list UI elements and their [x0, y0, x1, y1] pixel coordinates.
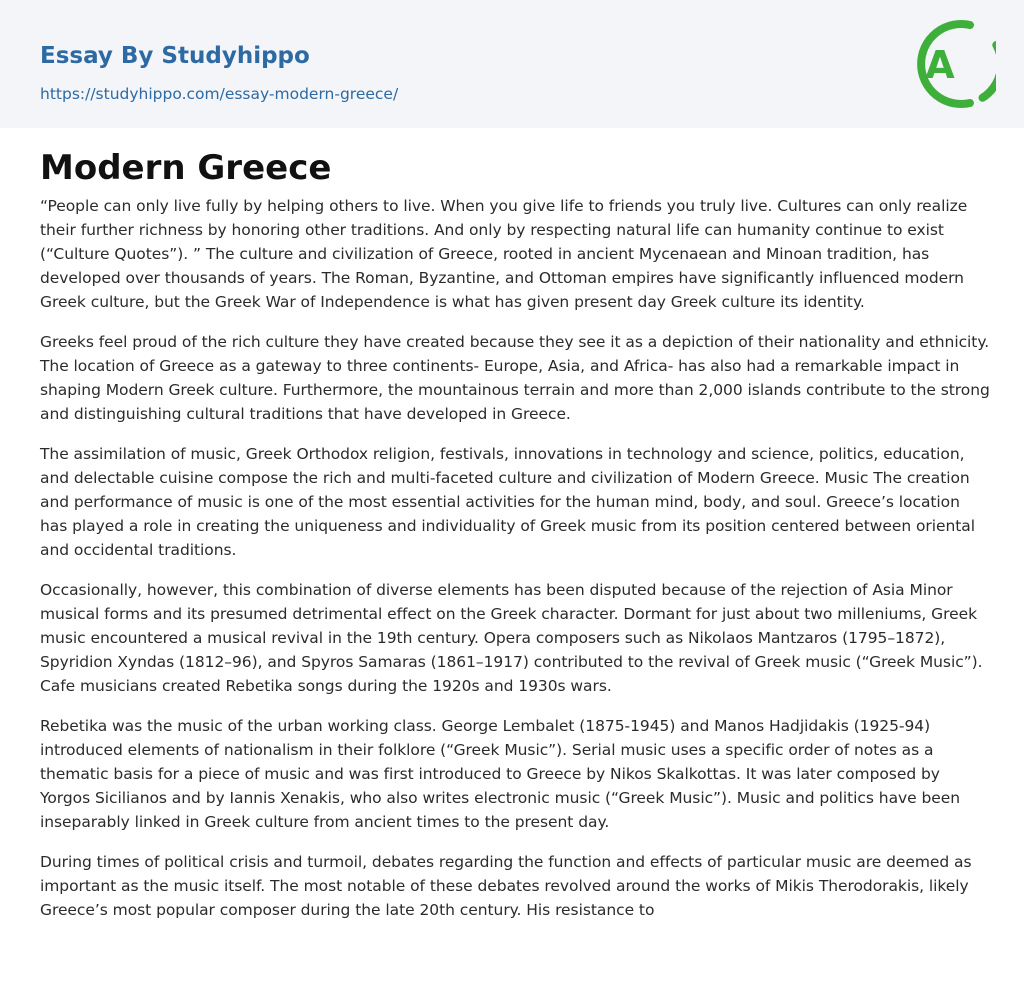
site-header: [0, 0, 1024, 128]
paragraph: Greeks feel proud of the rich culture they have created because they see it as a depiction of their nationality and ethnicity. The location of Greece as a gateway to three continents- Europe, Asia, and Africa- has also had a remarkable impact in shaping Modern Greek culture. Furthermore, the mountainous terrain and more than 2,000 islands contribute to the strong and distinguishing cultural traditions that have developed in Greece.: [40, 333, 990, 423]
essay-body: [40, 194, 990, 938]
paragraph: Occasionally, however, this combination of diverse elements has been disputed because of the rejection of Asia Minor musical forms and its presumed detrimental effect on the Greek character. Dormant for just about two milleniums, Greek music encountered a musical revival in the 19th century. Opera composers such as Nikolaos Mantzaros (1795–1872), Spyridion Xyndas (1812–96), and Spyros Samaras (1861–1917) contributed to the revival of Greek music (“Greek Music”). Cafe musicians created Rebetika songs during the 1920s and 1930s wars.: [40, 581, 983, 695]
paragraph: The assimilation of music, Greek Orthodox religion, festivals, innovations in technology and science, politics, education, and delectable cuisine compose the rich and multi-faceted culture and civilization of Modern Greece. Music The creation and performance of music is one of the most essential activities for the human mind, body, and soul. Greece’s location has played a role in creating the uniqueness and individuality of Greek music from its position centered between oriental and occidental traditions.: [40, 445, 976, 559]
page-title: Modern Greece: [40, 148, 332, 188]
paragraph: During times of political crisis and turmoil, debates regarding the function and effects of particular music are deemed as important as the music itself. The most notable of these debates revolved around the works of Mikis Therodorakis, likely Greece’s most popular composer during the late 20th century. His resistance to: [40, 853, 972, 919]
brand-title[interactable]: Essay By Studyhippo: [40, 43, 310, 69]
source-url-link[interactable]: https://studyhippo.com/essay-modern-greece/: [40, 85, 399, 103]
studyhippo-logo-icon[interactable]: [900, 16, 996, 112]
paragraph: “People can only live fully by helping others to live. When you give life to friends you truly live. Cultures can only realize their further richness by honoring other traditions. And only by respecting natural life can humanity continue to exist (“Culture Quotes”). ” The culture and civilization of Greece, rooted in ancient Mycenaean and Minoan tradition, has developed over thousands of years. The Roman, Byzantine, and Ottoman empires have significantly influenced modern Greek culture, but the Greek War of Independence is what has given present day Greek culture its identity.: [40, 197, 968, 311]
logo-letter: A: [925, 43, 955, 87]
paragraph: Rebetika was the music of the urban working class. George Lembalet (1875-1945) and Manos Hadjidakis (1925-94) introduced elements of nationalism in their folklore (“Greek Music”). Serial music uses a specific order of notes as a thematic basis for a piece of music and was first introduced to Greece by Nikos Skalkottas. It was later composed by Yorgos Sicilianos and by Iannis Xenakis, who also writes electronic music (“Greek Music”). Music and politics have been inseparably linked in Greek culture from ancient times to the present day.: [40, 717, 961, 831]
